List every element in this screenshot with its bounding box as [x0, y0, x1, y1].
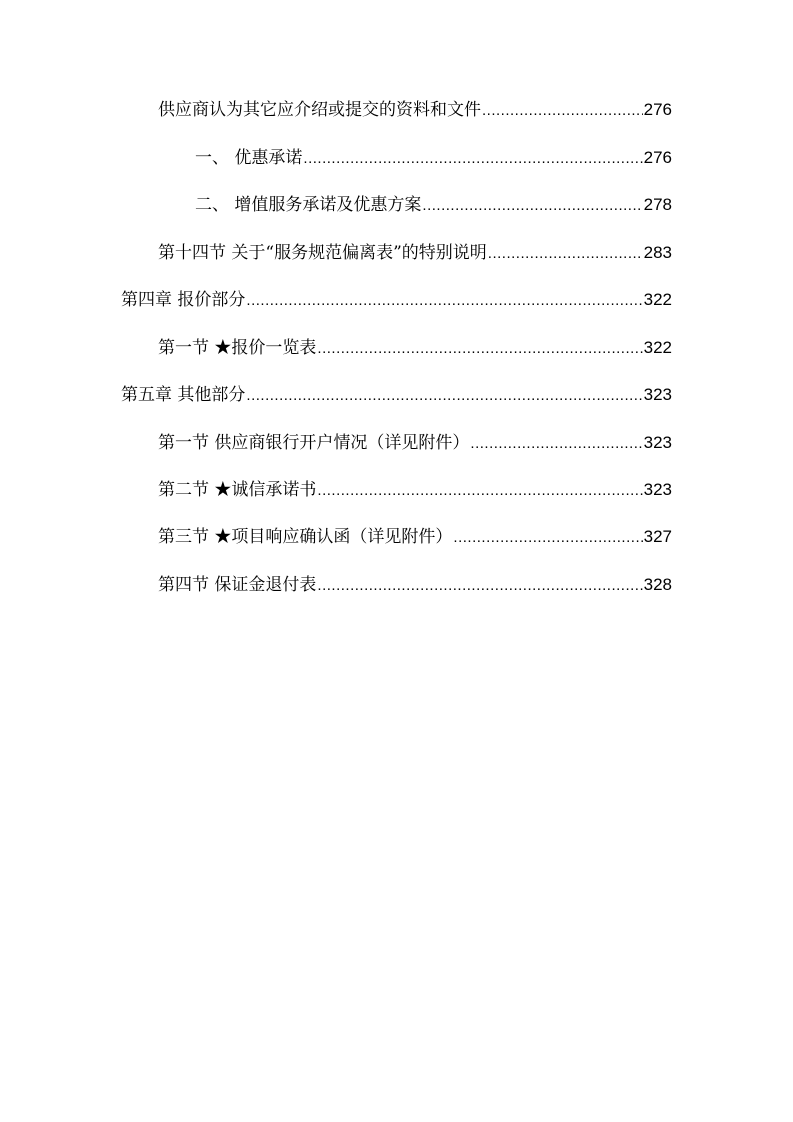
toc-dot-leader — [246, 291, 642, 311]
toc-page-number: 276 — [643, 100, 672, 119]
toc-page-number: 322 — [643, 338, 672, 357]
toc-dot-leader — [246, 386, 642, 406]
toc-page-number: 328 — [643, 575, 672, 594]
toc-dot-leader — [482, 101, 643, 121]
toc-dot-leader — [488, 244, 643, 264]
toc-entry[interactable] — [158, 428, 672, 454]
toc-entry[interactable] — [121, 285, 672, 311]
toc-dot-leader — [317, 576, 642, 596]
toc-page-number: 323 — [643, 480, 672, 499]
toc-entry-title: 第一节 供应商银行开户情况（详见附件） — [158, 433, 470, 453]
toc-entry-title: 第十四节 关于“服务规范偏离表”的特别说明 — [158, 243, 487, 263]
toc-entry[interactable] — [158, 522, 672, 548]
toc-entry-title: 第四节 保证金退付表 — [158, 575, 317, 595]
toc-entry-title: 第四章 报价部分 — [121, 290, 246, 310]
toc-entry-title: 第三节 ★项目响应确认函（详见附件） — [158, 527, 453, 547]
toc-dot-leader — [422, 196, 642, 216]
toc-dot-leader — [470, 434, 642, 454]
toc-page-number: 322 — [643, 290, 672, 309]
toc-entry-title: 一、 优惠承诺 — [195, 148, 303, 168]
toc-page-number: 283 — [643, 243, 672, 262]
toc-entry[interactable] — [158, 238, 672, 264]
toc-entry[interactable] — [158, 95, 672, 121]
toc-page-number: 327 — [643, 527, 672, 546]
toc-entry-title: 第五章 其他部分 — [121, 385, 246, 405]
toc-dot-leader — [303, 149, 642, 169]
toc-page-number: 323 — [643, 385, 672, 404]
toc-entry[interactable] — [195, 143, 672, 169]
toc-dot-leader — [453, 528, 642, 548]
toc-entry[interactable] — [158, 333, 672, 359]
toc-page-number: 276 — [643, 148, 672, 167]
toc-dot-leader — [317, 481, 642, 501]
toc-entry-title: 二、 增值服务承诺及优惠方案 — [195, 195, 422, 215]
toc-page-number: 323 — [643, 433, 672, 452]
toc-entry[interactable] — [195, 190, 672, 216]
toc-page-number: 278 — [643, 195, 672, 214]
toc-dot-leader — [317, 339, 642, 359]
toc-entry[interactable] — [158, 570, 672, 596]
toc-entry-title: 供应商认为其它应介绍或提交的资料和文件 — [158, 100, 481, 120]
toc-entry-title: 第二节 ★诚信承诺书 — [158, 480, 317, 500]
toc-entry[interactable] — [121, 380, 672, 406]
toc-entry-title: 第一节 ★报价一览表 — [158, 338, 317, 358]
toc-entry[interactable] — [158, 475, 672, 501]
